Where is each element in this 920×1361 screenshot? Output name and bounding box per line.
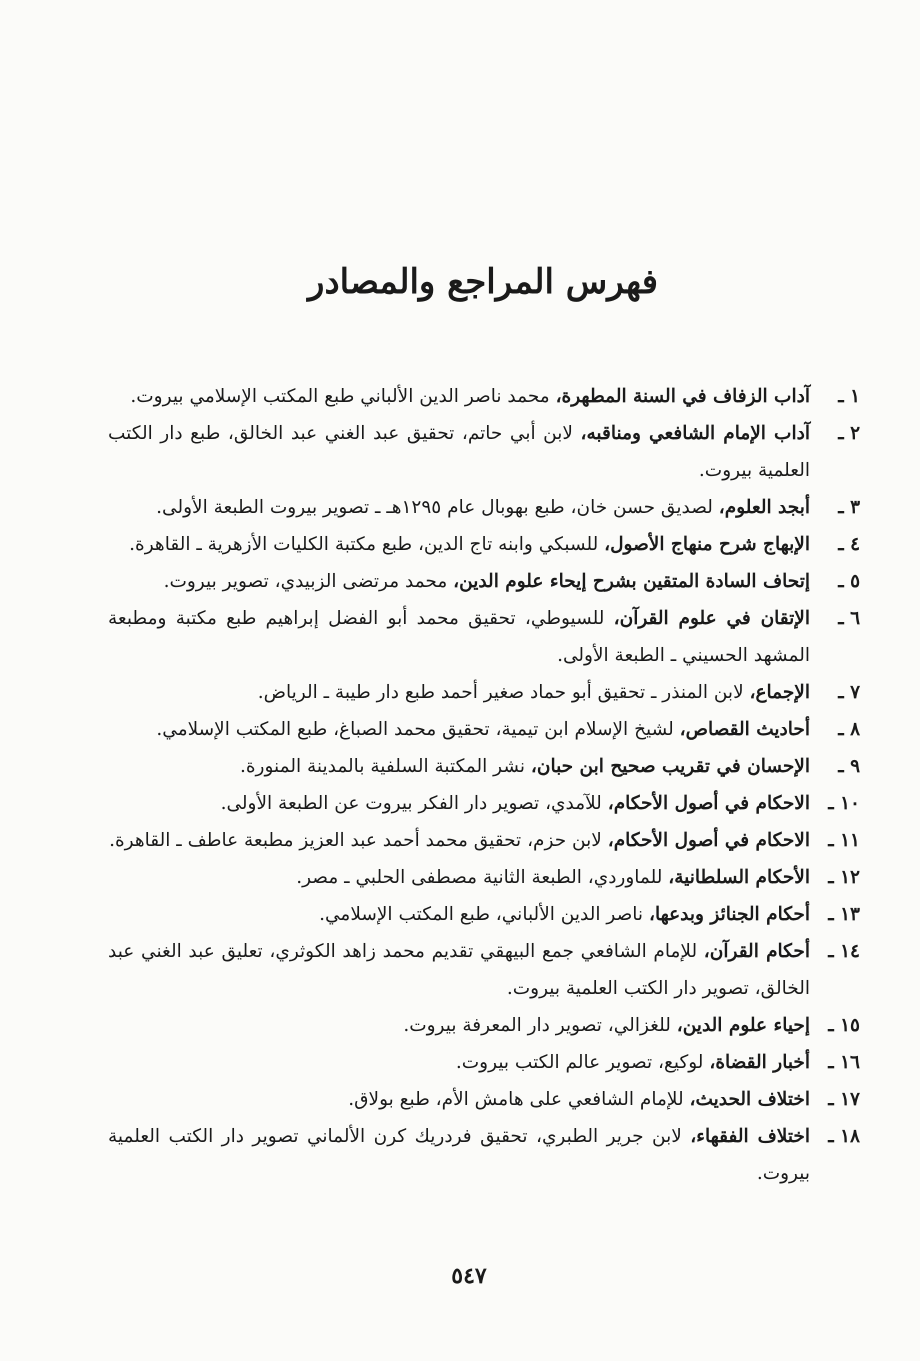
reference-details: للماوردي، الطبعة الثانية مصطفى الحلبي ـ مصر. bbox=[296, 867, 663, 888]
reference-text bbox=[108, 1007, 810, 1044]
reference-item bbox=[108, 748, 860, 785]
reference-details: لابن جرير الطبري، تحقيق فردريك كرن الألماني تصوير دار الكتب العلمية بيروت. bbox=[108, 1126, 810, 1184]
reference-details: محمد ناصر الدين الألباني طبع المكتب الإسلامي بيروت. bbox=[130, 386, 550, 407]
reference-item bbox=[108, 489, 860, 526]
reference-number: ٢ ـ bbox=[810, 415, 860, 489]
reference-text bbox=[108, 563, 810, 600]
reference-text bbox=[108, 896, 810, 933]
reference-title: أحاديث القصاص، bbox=[679, 719, 810, 740]
reference-item bbox=[108, 711, 860, 748]
reference-title: أحكام الجنائز وبدعها، bbox=[648, 904, 810, 925]
reference-item bbox=[108, 896, 860, 933]
reference-title: الإتقان في علوم القرآن، bbox=[613, 608, 810, 629]
reference-title: أخبار القضاة، bbox=[709, 1052, 810, 1073]
reference-text bbox=[108, 600, 810, 674]
reference-number: ١٠ ـ bbox=[810, 785, 860, 822]
reference-number: ٨ ـ bbox=[810, 711, 860, 748]
reference-item bbox=[108, 822, 860, 859]
reference-details: للإمام الشافعي على هامش الأم، طبع بولاق. bbox=[348, 1089, 684, 1110]
reference-text bbox=[108, 378, 810, 415]
reference-details: لابن أبي حاتم، تحقيق عبد الغني عبد الخالق، طبع دار الكتب العلمية بيروت. bbox=[108, 423, 810, 481]
reference-text bbox=[108, 1081, 810, 1118]
reference-text bbox=[108, 1044, 810, 1081]
reference-text bbox=[108, 1118, 810, 1192]
reference-details: للسيوطي، تحقيق محمد أبو الفضل إبراهيم طبع مكتبة ومطبعة المشهد الحسيني ـ الطبعة الأولى. bbox=[108, 608, 810, 666]
reference-title: اختلاف الفقهاء، bbox=[690, 1126, 810, 1147]
reference-text bbox=[108, 785, 810, 822]
reference-number: ١٣ ـ bbox=[810, 896, 860, 933]
reference-number: ٦ ـ bbox=[810, 600, 860, 674]
reference-details: ناصر الدين الألباني، طبع المكتب الإسلامي. bbox=[319, 904, 644, 925]
reference-details: للإمام الشافعي جمع البيهقي تقديم محمد زاهد الكوثري، تعليق عبد الغني عبد الخالق، تصوير دار الكتب العلمية بيروت. bbox=[108, 941, 810, 999]
reference-title: آداب الزفاف في السنة المطهرة، bbox=[555, 386, 810, 407]
reference-title: إحياء علوم الدين، bbox=[676, 1015, 810, 1036]
reference-details: للسبكي وابنه تاج الدين، طبع مكتبة الكليات الأزهرية ـ القاهرة. bbox=[129, 534, 599, 555]
reference-number: ١٨ ـ bbox=[810, 1118, 860, 1192]
reference-details: لصديق حسن خان، طبع بهوبال عام ١٢٩٥هـ ـ تصوير بيروت الطبعة الأولى. bbox=[156, 497, 713, 518]
reference-number: ١ ـ bbox=[810, 378, 860, 415]
page-number: ٥٤٧ bbox=[451, 1263, 487, 1289]
reference-number: ١٥ ـ bbox=[810, 1007, 860, 1044]
reference-text bbox=[108, 674, 810, 711]
reference-details: لشيخ الإسلام ابن تيمية، تحقيق محمد الصباغ، طبع المكتب الإسلامي. bbox=[156, 719, 674, 740]
reference-title: آداب الإمام الشافعي ومناقبه، bbox=[580, 423, 810, 444]
reference-number: ٧ ـ bbox=[810, 674, 860, 711]
reference-title: الاحكام في أصول الأحكام، bbox=[607, 793, 810, 814]
reference-details: لابن المنذر ـ تحقيق أبو حماد صغير أحمد طبع دار طيبة ـ الرياض. bbox=[257, 682, 744, 703]
reference-number: ١٦ ـ bbox=[810, 1044, 860, 1081]
reference-list bbox=[108, 378, 860, 1192]
reference-title: الإبهاج شرح منهاج الأصول، bbox=[604, 534, 810, 555]
reference-number: ٣ ـ bbox=[810, 489, 860, 526]
reference-number: ١٢ ـ bbox=[810, 859, 860, 896]
reference-text bbox=[108, 933, 810, 1007]
reference-item bbox=[108, 378, 860, 415]
reference-text bbox=[108, 489, 810, 526]
reference-number: ١١ ـ bbox=[810, 822, 860, 859]
page-title: فهرس المراجع والمصادر bbox=[308, 262, 658, 302]
reference-text bbox=[108, 526, 810, 563]
reference-item bbox=[108, 1044, 860, 1081]
reference-details: للآمدي، تصوير دار الفكر بيروت عن الطبعة الأولى. bbox=[220, 793, 602, 814]
reference-details: للغزالي، تصوير دار المعرفة بيروت. bbox=[403, 1015, 671, 1036]
reference-item bbox=[108, 1081, 860, 1118]
reference-item bbox=[108, 933, 860, 1007]
reference-number: ١٤ ـ bbox=[810, 933, 860, 1007]
reference-text bbox=[108, 711, 810, 748]
reference-title: أحكام القرآن، bbox=[703, 941, 810, 962]
reference-title: اختلاف الحديث، bbox=[689, 1089, 810, 1110]
reference-title: الإحسان في تقريب صحيح ابن حبان، bbox=[530, 756, 810, 777]
reference-number: ٥ ـ bbox=[810, 563, 860, 600]
reference-number: ١٧ ـ bbox=[810, 1081, 860, 1118]
reference-text bbox=[108, 415, 810, 489]
reference-item bbox=[108, 415, 860, 489]
reference-title: الأحكام السلطانية، bbox=[668, 867, 810, 888]
reference-item bbox=[108, 600, 860, 674]
reference-item bbox=[108, 859, 860, 896]
reference-text bbox=[108, 859, 810, 896]
reference-text bbox=[108, 822, 810, 859]
reference-details: محمد مرتضى الزبيدي، تصوير بيروت. bbox=[163, 571, 448, 592]
reference-number: ٤ ـ bbox=[810, 526, 860, 563]
reference-text bbox=[108, 748, 810, 785]
reference-title: إتحاف السادة المتقين بشرح إيحاء علوم الدين، bbox=[453, 571, 810, 592]
reference-number: ٩ ـ bbox=[810, 748, 860, 785]
reference-item bbox=[108, 563, 860, 600]
reference-details: لوكيع، تصوير عالم الكتب بيروت. bbox=[455, 1052, 704, 1073]
reference-details: نشر المكتبة السلفية بالمدينة المنورة. bbox=[239, 756, 525, 777]
reference-title: الإجماع، bbox=[749, 682, 810, 703]
reference-title: الاحكام في أصول الأحكام، bbox=[607, 830, 810, 851]
reference-title: أبجد العلوم، bbox=[718, 497, 810, 518]
reference-item bbox=[108, 785, 860, 822]
reference-item bbox=[108, 1118, 860, 1192]
reference-item bbox=[108, 674, 860, 711]
reference-details: لابن حزم، تحقيق محمد أحمد عبد العزيز مطبعة عاطف ـ القاهرة. bbox=[109, 830, 602, 851]
reference-item bbox=[108, 1007, 860, 1044]
reference-item bbox=[108, 526, 860, 563]
